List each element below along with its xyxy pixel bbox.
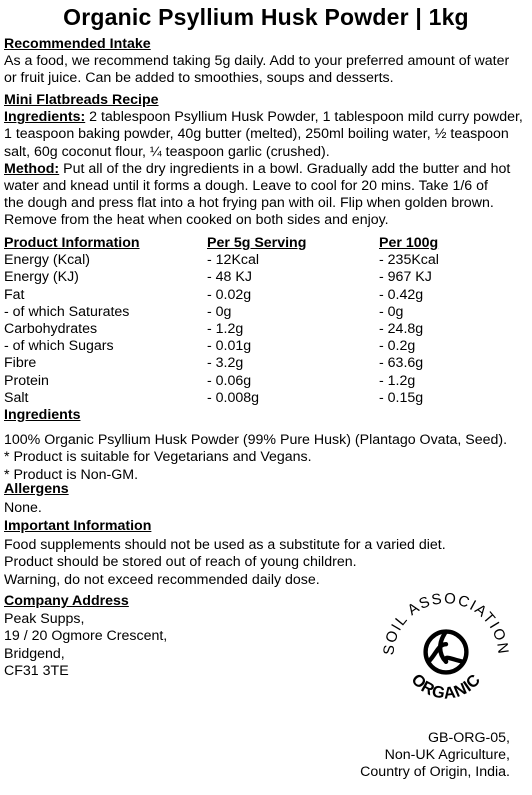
- recipe-ingredients-text: 1 teaspoon baking powder, 40g butter (melted), 250ml boiling water, ½ teaspoon: [4, 126, 509, 143]
- recipe-ingredients-line: [4, 109, 528, 126]
- recipe-method-line: [4, 161, 528, 178]
- per-100g-value: - 967 KJ: [379, 269, 432, 286]
- ingredients-line: * Product is Non-GM.: [4, 466, 139, 483]
- per-serving-value: - 0.06g: [207, 372, 252, 389]
- per-100g-value: - 0.2g: [379, 338, 416, 355]
- address-line: CF31 3TE: [4, 662, 69, 679]
- nutrient-name: Fat: [4, 286, 25, 303]
- allergens-text: None.: [4, 500, 42, 517]
- intake-line: or fruit juice. Can be added to smoothies, soups and desserts.: [4, 70, 394, 87]
- per-serving-value: - 0.008g: [207, 389, 260, 406]
- nutrition-header-row: [4, 235, 528, 252]
- table-row: [4, 321, 528, 338]
- important-information-section: [4, 518, 528, 589]
- nutrition-header: Per 5g Serving: [207, 235, 307, 251]
- nutrition-header: Product Information: [4, 235, 140, 251]
- recommended-intake-heading: Recommended Intake: [4, 36, 151, 52]
- address-line: Bridgend,: [4, 645, 65, 662]
- table-row: [4, 355, 528, 372]
- table-row: [4, 373, 528, 390]
- nutrition-table: [4, 235, 528, 407]
- per-serving-value: - 3.2g: [207, 355, 244, 372]
- recipe-ingredients-label: Ingredients:: [4, 109, 86, 126]
- recipe-ingredients-text: 2 tablespoon Psyllium Husk Powder, 1 tablespoon mild curry powder,: [85, 109, 523, 126]
- nutrient-name: Carbohydrates: [4, 320, 98, 337]
- company-address-heading: Company Address: [4, 593, 129, 609]
- recipe-method-label: Method:: [4, 160, 60, 177]
- recipe-method-text: Remove from the heat when cooked on both sides and enjoy.: [4, 212, 389, 229]
- allergens-heading: Allergens: [4, 481, 69, 497]
- intake-line: As a food, we recommend taking 5g daily. Add to your preferred amount of water: [4, 53, 510, 70]
- important-line: Warning, do not exceed recommended daily dose.: [4, 571, 320, 588]
- certification-info: [360, 730, 510, 781]
- per-100g-value: - 235Kcal: [379, 252, 439, 269]
- table-row: [4, 304, 528, 321]
- per-100g-value: - 63.6g: [379, 355, 424, 372]
- nutrient-name: Protein: [4, 372, 49, 389]
- per-serving-value: - 0.01g: [207, 338, 252, 355]
- per-serving-value: - 12Kcal: [207, 252, 260, 269]
- nutrient-name: Energy (Kcal): [4, 252, 90, 269]
- logo-bottom-text: ORGANIC: [407, 670, 485, 703]
- recommended-intake-section: [4, 36, 528, 88]
- per-serving-value: - 0.02g: [207, 286, 252, 303]
- recipe-heading: Mini Flatbreads Recipe: [4, 92, 159, 108]
- recipe-section: [4, 92, 528, 230]
- recipe-method-text: water and knead until it forms a dough. Leave to cool for 20 mins. Take 1/6 of: [4, 178, 488, 195]
- important-information-heading: Important Information: [4, 518, 152, 534]
- table-row: [4, 269, 528, 286]
- table-row: [4, 338, 528, 355]
- recipe-ingredients-text: salt, 60g coconut flour, ¼ teaspoon garlic (crushed).: [4, 143, 330, 160]
- recipe-method-text: Put all of the dry ingredients in a bowl. Gradually add the butter and hot: [59, 160, 511, 177]
- per-100g-value: - 0.42g: [379, 286, 424, 303]
- per-serving-value: - 48 KJ: [207, 269, 252, 286]
- important-line: Product should be stored out of reach of young children.: [4, 554, 357, 571]
- logo-top-text: SOIL ASSOCIATION: [380, 590, 512, 657]
- nutrient-name: - of which Sugars: [4, 338, 114, 355]
- table-row: [4, 287, 528, 304]
- table-row: [4, 390, 528, 407]
- important-line: Food supplements should not be used as a substitute for a varied diet.: [4, 537, 446, 554]
- address-line: Peak Supps,: [4, 611, 85, 628]
- per-100g-value: - 0.15g: [379, 389, 424, 406]
- per-100g-value: - 0g: [379, 303, 404, 320]
- address-line: 19 / 20 Ogmore Crescent,: [4, 628, 168, 645]
- table-row: [4, 252, 528, 269]
- per-serving-value: - 0g: [207, 303, 232, 320]
- page-title: Organic Psyllium Husk Powder | 1kg: [63, 4, 469, 30]
- certification-line: Country of Origin, India.: [360, 764, 510, 780]
- allergens-section: [4, 481, 528, 517]
- nutrient-name: Fibre: [4, 355, 37, 372]
- company-address-section: [4, 593, 264, 680]
- nutrient-name: - of which Saturates: [4, 303, 130, 320]
- ingredients-section: [4, 407, 528, 484]
- ingredients-line: * Product is suitable for Vegetarians and Vegans.: [4, 449, 312, 466]
- ingredients-heading: Ingredients: [4, 407, 81, 423]
- per-100g-value: - 1.2g: [379, 372, 416, 389]
- ingredients-line: 100% Organic Psyllium Husk Powder (99% Pure Husk) (Plantago Ovata, Seed).: [4, 432, 508, 449]
- nutrient-name: Energy (KJ): [4, 269, 79, 286]
- nutrient-name: Salt: [4, 389, 29, 406]
- nutrition-header: Per 100g: [379, 235, 439, 251]
- per-serving-value: - 1.2g: [207, 320, 244, 337]
- certification-line: GB-ORG-05,: [428, 730, 510, 746]
- certification-line: Non-UK Agriculture,: [384, 747, 510, 763]
- soil-association-organic-logo: [378, 584, 514, 720]
- per-100g-value: - 24.8g: [379, 320, 424, 337]
- recipe-method-text: the dough and press flat into a hot frying pan with oil. Flip when golden brown.: [4, 195, 494, 212]
- triskele-icon: [426, 632, 467, 673]
